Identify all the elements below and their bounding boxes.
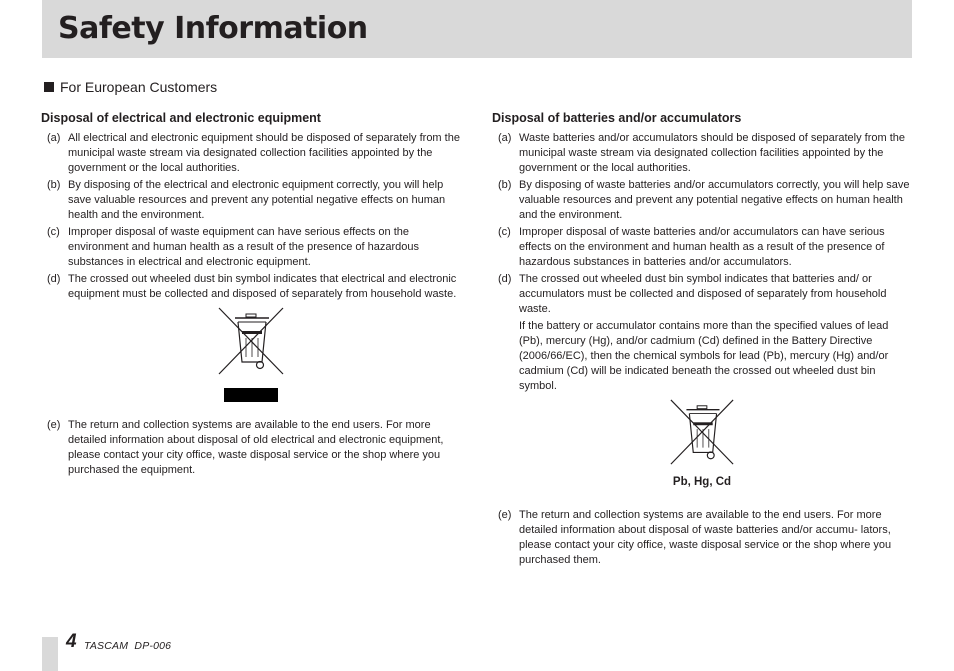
item-text: The crossed out wheeled dust bin symbol indicates that batteries and/ or accumulators must be collected and disposed of separately from household waste.	[519, 273, 887, 315]
crossed-bin-icon	[667, 398, 737, 468]
item-text: The crossed out wheeled dust bin symbol indicates that electrical and electronic equipment must be collected and disposed of separately from household waste.	[68, 273, 457, 300]
item-marker: (b)	[47, 179, 61, 191]
item-text: By disposing of the electrical and electronic equipment correctly, you will help save valuable resources and prevent any potential negative effects on human health and the environment.	[68, 179, 446, 221]
footer-tab	[42, 637, 58, 671]
right-column-heading: Disposal of batteries and/or accumulators	[492, 111, 742, 125]
item-text: The return and collection systems are available to the end users. For more detailed information about disposal of old electrical and electronic equipment, please contact your city office, waste disposal service or the shop where you purchased the equipment.	[68, 419, 444, 476]
list-item	[492, 272, 914, 394]
list-item	[41, 272, 463, 302]
section-heading-text: For European Customers	[60, 79, 218, 95]
chemical-symbols: Pb, Hg, Cd	[672, 476, 732, 488]
item-continuation: If the battery or accumulator contains more than the specified values of lead (Pb), mercury (Hg), and/or cadmium (Cd) defined in the Battery Directive (2006/66/EC), then the chemical symbols for lead (Pb), mercury (Hg) and/or cadmium (Cd) will be indicated beneath the crossed out wheeled dust bin symbol.	[519, 320, 889, 392]
item-text: Improper disposal of waste equipment can have serious effects on the environment and human health as a result of the presence of hazardous substances in electrical and electronic equipment.	[68, 226, 420, 268]
title-bar	[42, 0, 912, 58]
item-marker: (d)	[498, 273, 512, 285]
black-bar	[224, 388, 278, 402]
list-item	[41, 131, 463, 176]
item-text: All electrical and electronic equipment should be disposed of separately from the municipal waste stream via designated collection facilities appointed by the government or the local authorities.	[68, 132, 460, 174]
page-number: 4	[66, 631, 77, 652]
item-marker: (b)	[498, 179, 512, 191]
item-marker: (a)	[47, 132, 61, 144]
item-marker: (c)	[47, 226, 60, 238]
item-marker: (e)	[498, 509, 512, 521]
item-text: The return and collection systems are available to the end users. For more detailed information about disposal of waste batteries and/or accumu- lators, please contact your city office, waste disposal service or the shop where you purchased them.	[519, 509, 892, 566]
square-bullet-icon	[44, 82, 54, 92]
list-item	[492, 225, 914, 270]
item-text: Waste batteries and/or accumulators should be disposed of separately from the municipal waste stream via designated collection facilities appointed by the government or the local authorities.	[519, 132, 906, 174]
list-item	[492, 131, 914, 176]
list-item	[492, 508, 914, 568]
weee-symbol	[41, 306, 463, 418]
item-marker: (d)	[47, 273, 61, 285]
list-item	[41, 225, 463, 270]
model-name: TASCAM DP-006	[84, 640, 172, 652]
left-column	[41, 110, 463, 480]
battery-symbol	[492, 398, 914, 508]
list-item	[492, 178, 914, 223]
item-marker: (c)	[498, 226, 511, 238]
right-column	[492, 110, 914, 570]
list-item	[41, 418, 463, 478]
left-column-heading: Disposal of electrical and electronic equipment	[41, 111, 321, 125]
item-text: Improper disposal of waste batteries and/or accumulators can have serious effects on the environment and human health as a result of the presence of hazardous substances in batteries and/or accumulators.	[519, 226, 885, 268]
section-heading	[44, 79, 217, 96]
page-title: Safety Information	[58, 11, 368, 46]
list-item	[41, 178, 463, 223]
item-text: By disposing of waste batteries and/or accumulators correctly, you will help save valuable resources and prevent any potential negative effects on human health and the environment.	[519, 179, 910, 221]
item-marker: (a)	[498, 132, 512, 144]
item-marker: (e)	[47, 419, 61, 431]
crossed-bin-icon	[215, 306, 287, 378]
